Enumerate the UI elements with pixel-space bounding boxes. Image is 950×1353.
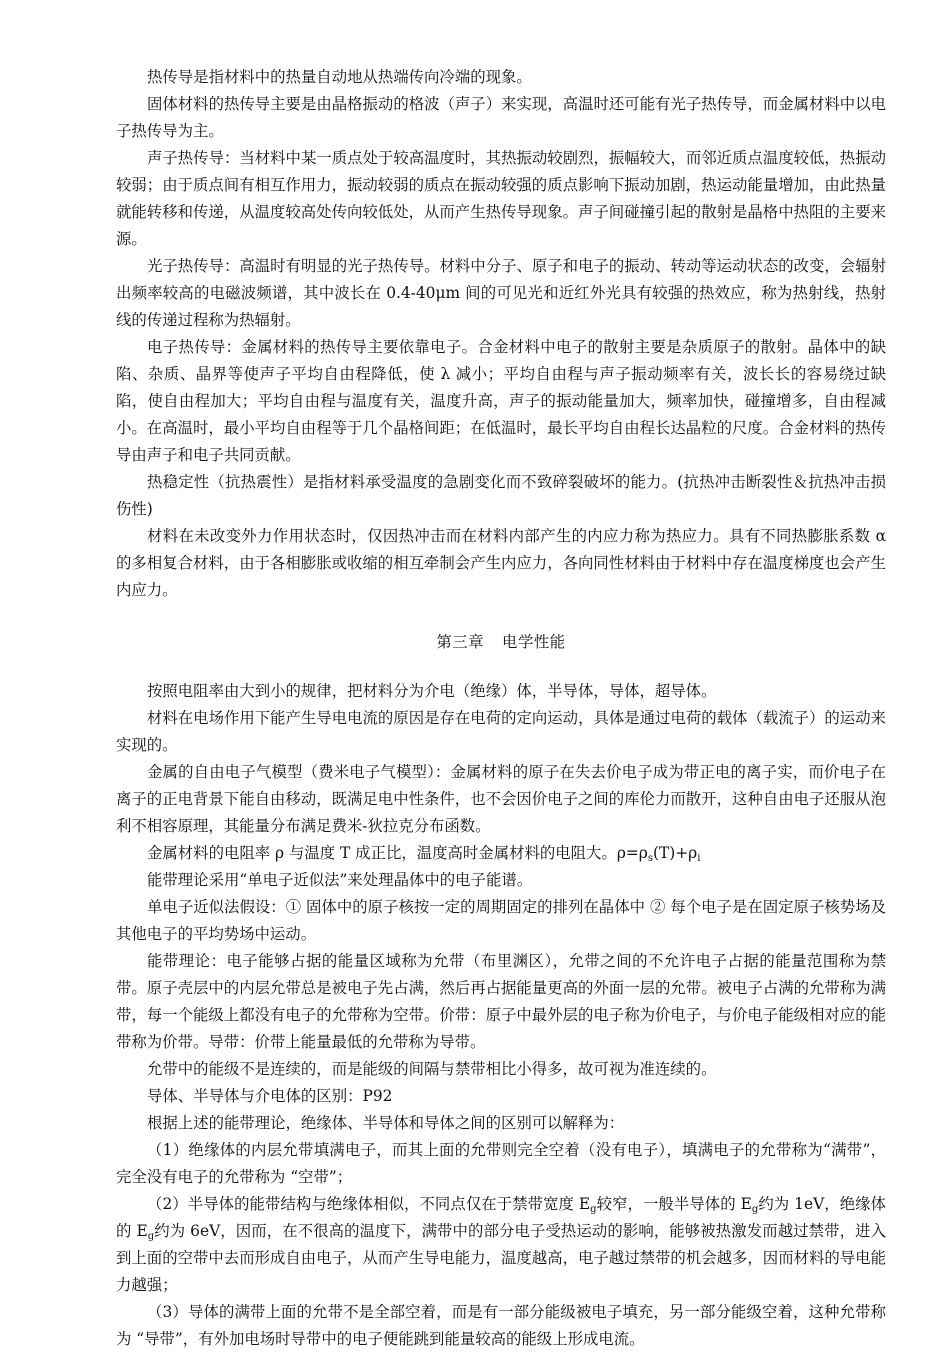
paragraph-material-classification: 按照电阻率由大到小的规律，把材料分为介电（绝缘）体，半导体，导体，超导体。 bbox=[147, 682, 717, 700]
paragraph-thermal-stability: 热稳定性（抗热震性）是指材料承受温度的急剧变化而不致碎裂破坏的能力。(抗热冲击断裂性＆抗热冲击损伤性) bbox=[116, 473, 886, 518]
paragraph-insulator: （1）绝缘体的内层允带填满电子，而其上面的允带则完全空着（没有电子），填满电子的允带称为“满带”，完全没有电子的允带称为 “空带”； bbox=[116, 1141, 886, 1186]
paragraph-phonon-conduction: 声子热传导：当材料中某一质点处于较高温度时，其热振动较剧烈，振幅较大，而邻近质点温度较低，热振动较弱；由于质点间有相互作用力，振动较弱的质点在振动较强的质点影响下振动加剧，热运动能量增加，由此热量就能转移和传递，从温度较高处传向较低处，从而产生热传导现象。声子间碰撞引起的散射是晶格中热阻的主要来源。 bbox=[116, 149, 886, 248]
paragraph-single-electron-assumption: 单电子近似法假设：① 固体中的原子核按一定的周期固定的排列在晶体中 ② 每个电子是在固定原子核势场及其他电子的平均势场中运动。 bbox=[116, 898, 886, 943]
paragraph-free-electron-gas-model: 金属的自由电子气模型（费米电子气模型）：金属材料的原子在失去价电子成为带正电的离子实，而价电子在离子的正电背景下能自由移动，既满足电中性条件，也不会因价电子之间的库伦力而散开，这种自由电子还服从泡利不相容原理，其能量分布满足费米-狄拉克分布函数。 bbox=[116, 763, 886, 835]
resistivity-formula bbox=[617, 844, 701, 862]
paragraph-thermal-stress: 材料在未改变外力作用状态时，仅因热冲击而在材料内部产生的内应力称为热应力。具有不同热膨胀系数 α 的多相复合材料，由于各相膨胀或收缩的相互牵制会产生内应力，各向同性材料由于材料中存在温度梯度也会产生内应力。 bbox=[116, 527, 886, 599]
subscript-g: g bbox=[751, 1204, 759, 1215]
paragraph-semiconductor bbox=[116, 1191, 886, 1299]
semiconductor-text-c: 约为 1eV，绝缘体的 E bbox=[116, 1195, 886, 1240]
paragraph-electron-conduction: 电子热传导：金属材料的热传导主要依靠电子。合金材料中电子的散射主要是杂质原子的散射。晶体中的缺陷、杂质、晶界等使声子平均自由程降低，使 λ 减小；平均自由程与声子振动频率有关，波长长的容易绕过缺陷，使自由程加大；平均自由程与温度有关，温度升高，声子的振动能量加大，频率加快，碰撞增多，自由程减小。在高温时，最小平均自由程等于几个晶格间距；在低温时，最长平均自由程长达晶粒的尺度。合金材料的热传导由声子和电子共同贡献。 bbox=[116, 338, 886, 464]
paragraph-difference-intro: 根据上述的能带理论，绝缘体、半导体和导体之间的区别可以解释为： bbox=[147, 1114, 625, 1132]
paragraph-difference-reference: 导体、半导体与介电体的区别：P92 bbox=[147, 1087, 393, 1105]
chapter-number: 第三章 bbox=[436, 633, 485, 651]
chapter-heading bbox=[116, 629, 886, 656]
paragraph-quasi-continuous: 允带中的能级不是连续的，而是能级的间隔与禁带相比小得多，故可视为准连续的。 bbox=[147, 1060, 717, 1078]
paragraph-heat-conduction-definition: 热传导是指材料中的热量自动地从热端传向冷端的现象。 bbox=[147, 68, 532, 86]
formula-subscript-i: i bbox=[697, 853, 701, 864]
paragraph-resistivity-temperature bbox=[116, 840, 886, 867]
formula-part-mid: (T)+ρ bbox=[652, 844, 698, 862]
paragraph-band-theory: 能带理论：电子能够占据的能量区域称为允带（布里渊区），允带之间的不允许电子占据的能量范围称为禁带。原子壳层中的内层允带总是被电子先占满，然后再占据能量更高的外面一层的允带。被电子占满的允带称为满带，每一个能级上都没有电子的允带称为空带。价带：原子中最外层的电子称为价电子，与价电子能级相对应的能带称为价带。导带：价带上能量最低的允带称为导带。 bbox=[116, 952, 886, 1051]
subscript-g: g bbox=[590, 1204, 597, 1215]
semiconductor-text-b: 较窄，一般半导体的 E bbox=[596, 1195, 752, 1213]
semiconductor-text-d: 约为 6eV，因而，在不很高的温度下，满带中的部分电子受热运动的影响，能够被热激发而越过禁带，进入到上面的空带中去而形成自由电子，从而产生导电能力，温度越高，电子越过禁带的机会越多，因而材料的导电能力越强； bbox=[116, 1222, 886, 1294]
resistivity-text: 金属材料的电阻率 ρ 与温度 T 成正比，温度高时金属材料的电阻大。 bbox=[147, 844, 617, 862]
semiconductor-text-a: （2）半导体的能带结构与绝缘体相似，不同点仅在于禁带宽度 E bbox=[147, 1195, 591, 1213]
document-body bbox=[116, 64, 886, 1353]
paragraph-band-theory-method: 能带理论采用“单电子近似法”来处理晶体中的电子能谱。 bbox=[147, 871, 533, 889]
paragraph-conductor: （3）导体的满带上面的允带不是全部空着，而是有一部分能级被电子填充，另一部分能级空着，这种允带称为 “导带”，有外加电场时导带中的电子便能跳到能量较高的能级上形成电流。 bbox=[116, 1303, 886, 1348]
subscript-g: g bbox=[147, 1231, 155, 1242]
paragraph-conduction-cause: 材料在电场作用下能产生导电电流的原因是存在电荷的定向运动，具体是通过电荷的载体（载流子）的运动来实现的。 bbox=[116, 709, 886, 754]
paragraph-photon-conduction: 光子热传导：高温时有明显的光子热传导。材料中分子、原子和电子的振动、转动等运动状态的改变，会辐射出频率较高的电磁波频谱，其中波长在 0.4-40μm 间的可见光和近红外光具有较强的热效应，称为热射线，热射线的传递过程称为热辐射。 bbox=[116, 257, 886, 329]
formula-subscript-s: s bbox=[647, 853, 653, 864]
paragraph-solid-heat-conduction: 固体材料的热传导主要是由晶格振动的格波（声子）来实现，高温时还可能有光子热传导，而金属材料中以电子热传导为主。 bbox=[116, 95, 886, 140]
chapter-title: 电学性能 bbox=[502, 633, 566, 651]
formula-part-rho: ρ=ρ bbox=[616, 844, 648, 862]
